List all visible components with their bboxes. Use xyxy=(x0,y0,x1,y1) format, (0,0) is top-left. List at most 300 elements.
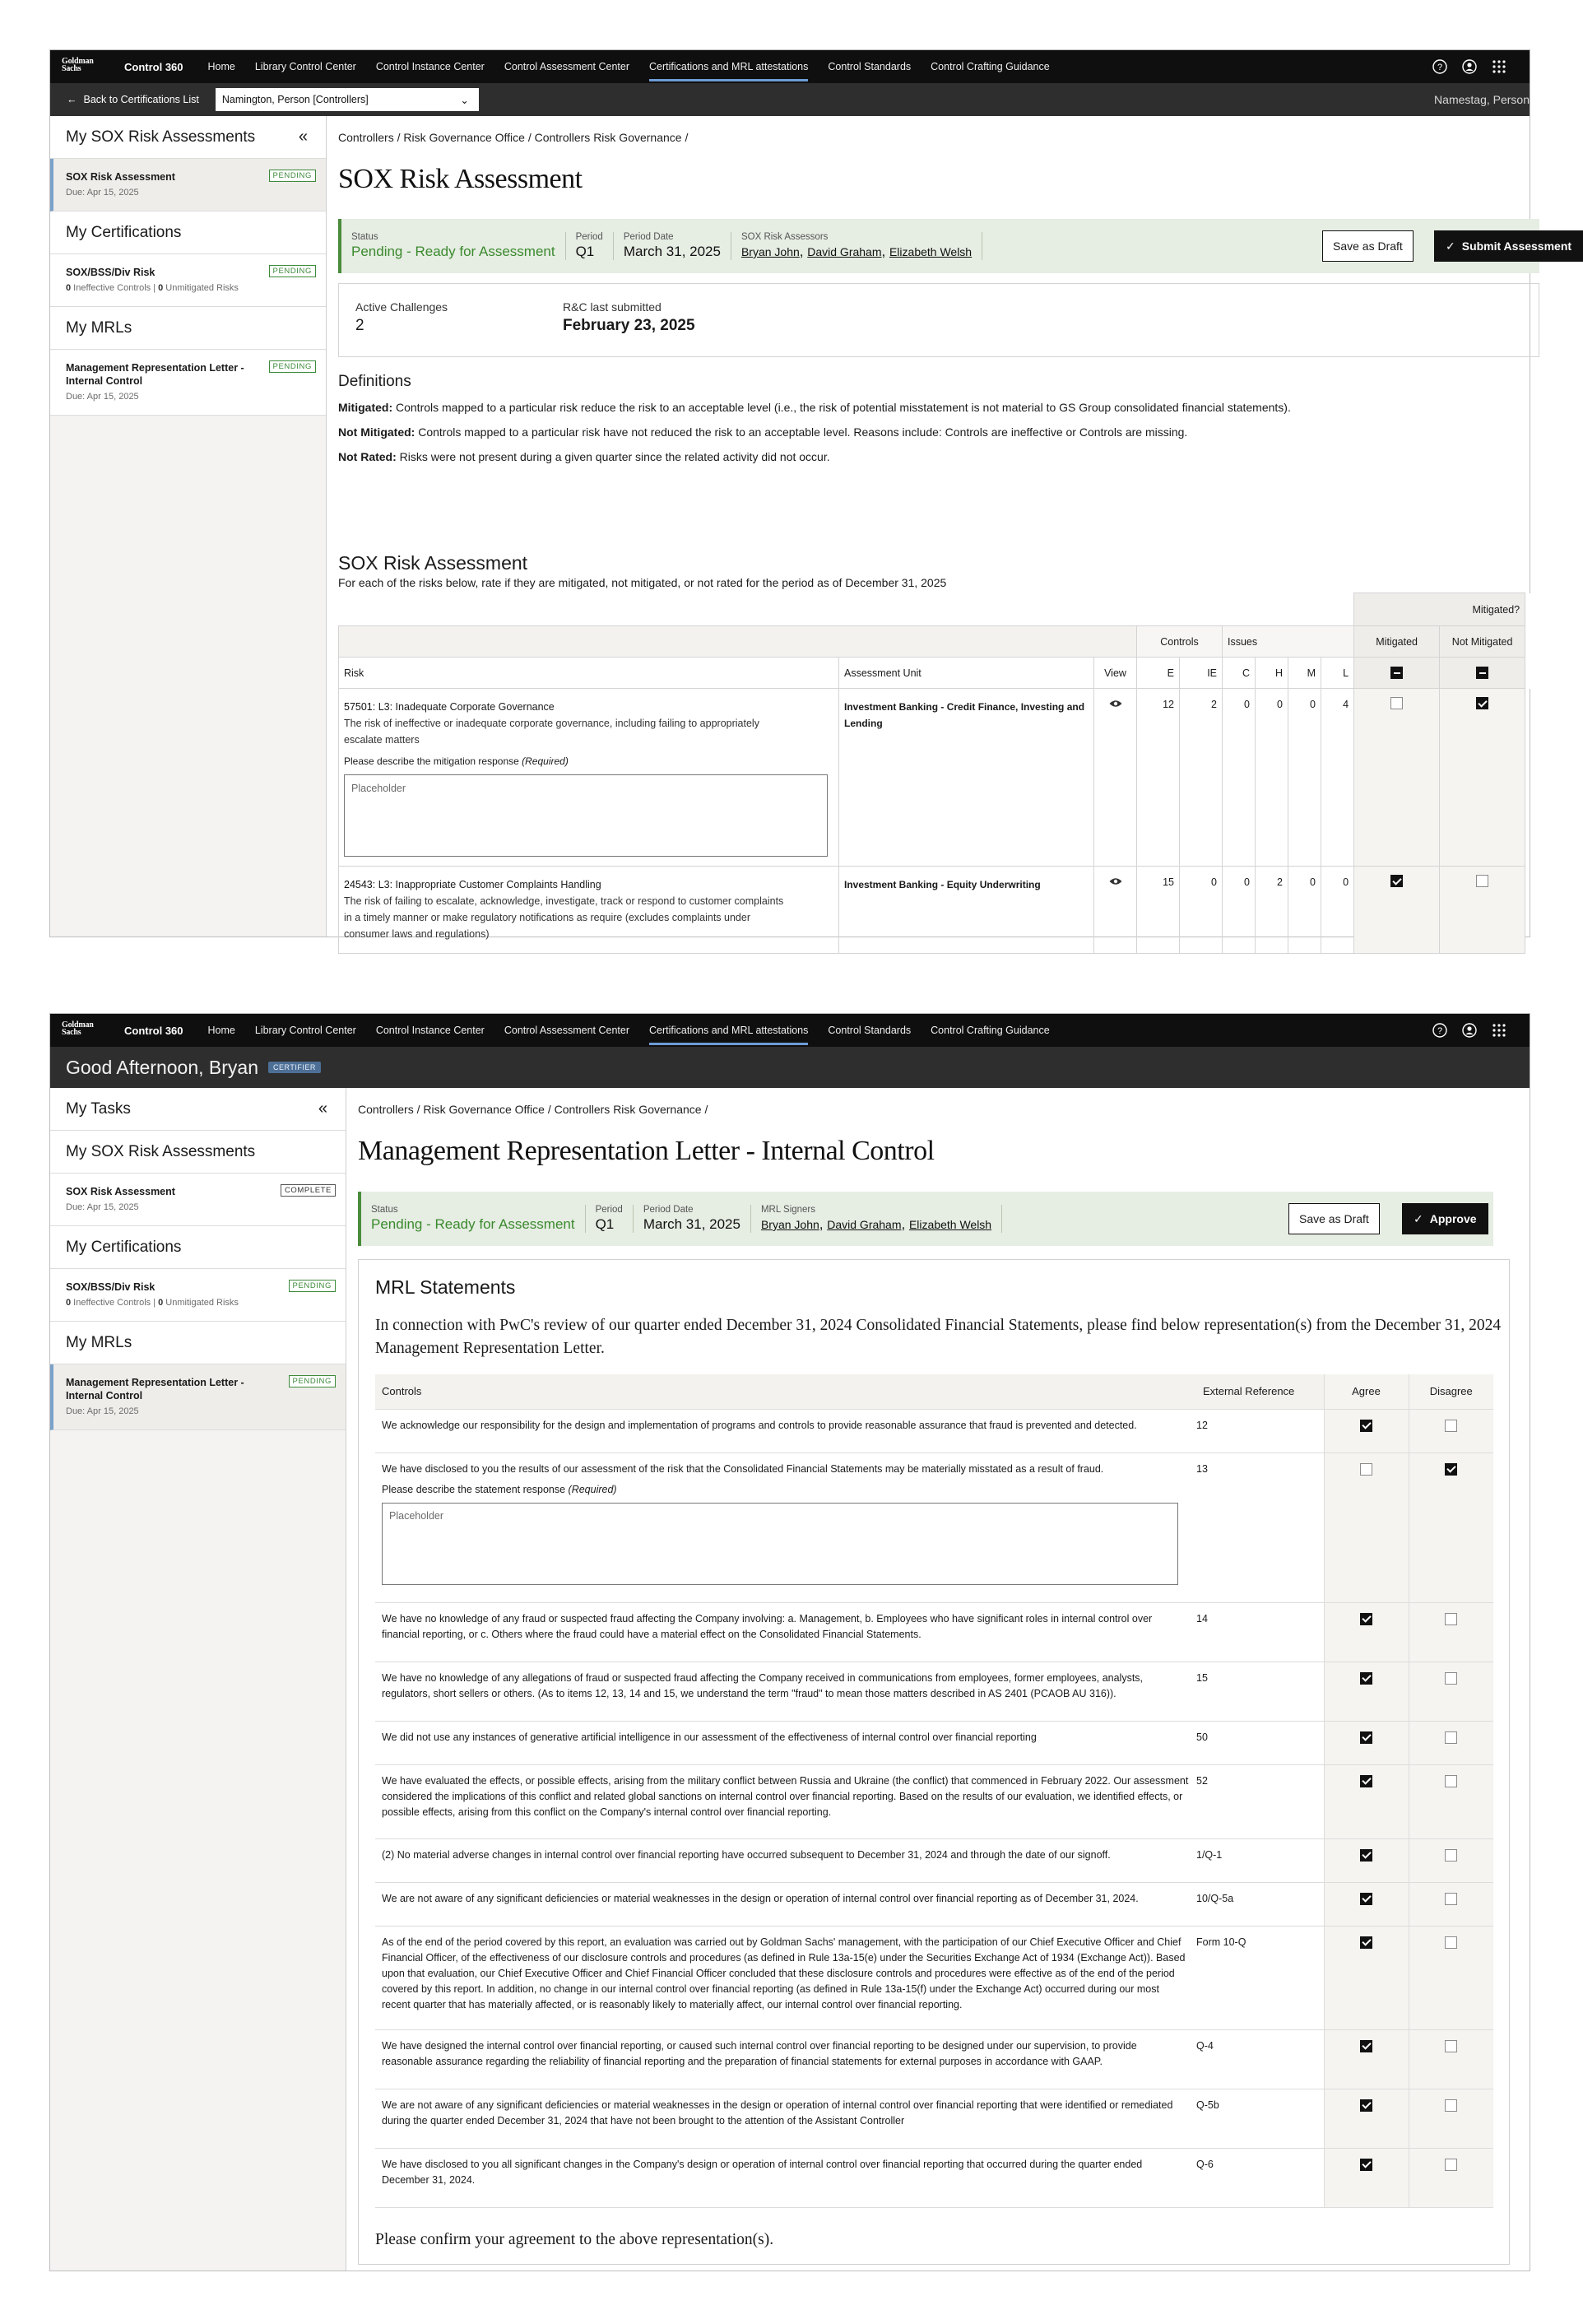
check-icon: ✓ xyxy=(1414,1211,1423,1225)
nav-certifications[interactable]: Certifications and MRL attestations xyxy=(649,1014,808,1047)
external-reference: Q-6 xyxy=(1196,2148,1324,2207)
rc-value: February 23, 2025 xyxy=(563,317,695,334)
status-badge: PENDING xyxy=(289,1375,336,1387)
table-row xyxy=(375,1838,1493,1882)
table-row xyxy=(375,2089,1493,2148)
table-row xyxy=(375,1662,1493,1721)
definition-text: Risks were not present during a given quarter since the related activity did not occur. xyxy=(396,450,830,463)
nav-control-assessment-center[interactable]: Control Assessment Center xyxy=(504,1025,629,1036)
select-all-not-mitigated-checkbox[interactable] xyxy=(1476,667,1488,679)
nav-control-crafting-guidance[interactable]: Control Crafting Guidance xyxy=(931,61,1050,72)
unmitigated-label: Unmitigated Risks xyxy=(163,283,239,293)
period-date-label: Period Date xyxy=(643,1205,694,1215)
col-m: M xyxy=(1288,658,1321,689)
mitigation-prompt xyxy=(344,753,833,769)
status-cell xyxy=(361,1205,586,1233)
definition-not-mitigated xyxy=(338,425,1530,439)
help-icon[interactable] xyxy=(1432,59,1447,74)
active-challenges-value: 2 xyxy=(355,317,364,334)
statement-text: We have no knowledge of any fraud or suspected fraud affecting the Company involving: a. Management, b. Employees who have significant roles in internal control over financial reporting, or c. Others where the fraud could have a material effect on the Consolidated Financial Statements. xyxy=(382,1612,1153,1640)
approve-label: Approve xyxy=(1429,1212,1477,1225)
status-bar xyxy=(338,219,1572,273)
person-select[interactable] xyxy=(216,88,479,111)
agree-checkbox[interactable] xyxy=(1360,1672,1372,1685)
mrl-rows xyxy=(375,1409,1493,2207)
statement-text: As of the end of the period covered by this report, an evaluation was carried out by Goldman Sachs' management, with the participation of our Chief Executive Officer and Chief Financial Officer, of the effectiveness of our disclosure controls and procedures (as defined in Rule 13a-15(e) under the Securities Exchange Act of 1934 (Exchange Act)). Based upon that evaluation, our Chief Executive Officer and Chief Financial Officer concluded that these disclosure controls and procedures were effective as of the end of the period covered by this report. In addition, no change in our internal control over financial reporting (as defined in Rule 13a-15(f) under the Exchange Act) occurred during our most recent quarter that has materially affected, or is reasonably likely to materially affect, our internal control over financial reporting. xyxy=(382,1936,1186,2010)
ineffective-count: 0 xyxy=(66,1298,72,1308)
unmitigated-label: Unmitigated Risks xyxy=(163,1298,239,1308)
agree-checkbox[interactable] xyxy=(1360,2159,1372,2171)
risk-id-link[interactable]: 57501 xyxy=(344,701,373,713)
prompt-text: Please describe the statement response xyxy=(382,1483,566,1495)
disagree-checkbox[interactable] xyxy=(1445,1893,1457,1905)
period-label: Period xyxy=(575,232,603,242)
apps-grid-icon[interactable] xyxy=(1492,1023,1506,1038)
user-icon[interactable] xyxy=(1462,59,1477,74)
statement-cell xyxy=(375,1452,1196,1602)
table-row xyxy=(375,1602,1493,1662)
greeting-bar xyxy=(50,1047,1530,1088)
disagree-checkbox[interactable] xyxy=(1445,1613,1457,1625)
assessment-heading: SOX Risk Assessment xyxy=(338,552,528,574)
mrl-screen xyxy=(49,1013,1530,2271)
statement-text: We are not aware of any significant deficiencies or material weaknesses in the design or operation of internal control over financial reporting as of December 31, 2024. xyxy=(382,1892,1139,1904)
required-label: (Required) xyxy=(522,755,569,767)
signer-link[interactable]: Elizabeth Welsh xyxy=(908,1218,992,1231)
status-badge: PENDING xyxy=(289,1280,336,1292)
product-name[interactable]: Control 360 xyxy=(124,1024,183,1037)
ineffective-count: 0 xyxy=(66,283,72,293)
back-link-label: Back to Certifications List xyxy=(83,94,199,105)
signers-list: Bryan John, David Graham, Elizabeth Welsh xyxy=(760,1216,992,1232)
table-row xyxy=(375,1882,1493,1926)
statement-cell xyxy=(375,2089,1196,2148)
statement-cell xyxy=(375,1926,1196,2029)
definitions xyxy=(338,373,1530,463)
nav-control-standards[interactable]: Control Standards xyxy=(828,61,912,72)
e-count: 15 xyxy=(1137,867,1180,954)
top-nav xyxy=(50,1014,1530,1047)
item-title: Management Representation Letter - Internal Control xyxy=(66,1377,244,1401)
nav-library-control-center[interactable]: Library Control Center xyxy=(254,61,356,72)
statement-cell xyxy=(375,1409,1196,1452)
statement-cell xyxy=(375,1662,1196,1721)
section-my-mrls xyxy=(50,1322,346,1364)
logo-line2: Sachs xyxy=(62,1028,81,1037)
period-cell xyxy=(566,232,614,260)
item-due: Due: Apr 15, 2025 xyxy=(66,188,139,198)
ineffective-label: Ineffective Controls | xyxy=(71,283,159,293)
external-reference: 10/Q-5a xyxy=(1196,1882,1324,1926)
item-due: Due: Apr 15, 2025 xyxy=(66,392,139,402)
risk-title xyxy=(344,876,833,893)
c-count: 0 xyxy=(1223,867,1256,954)
item-title: SOX Risk Assessment xyxy=(66,171,175,183)
statement-text: (2) No material adverse changes in internal control over financial reporting have occurred subsequent to December 31, 2024 and through the date of our signoff. xyxy=(382,1848,1111,1861)
period-date-cell xyxy=(634,1205,751,1233)
col-assessment-unit: Assessment Unit xyxy=(839,658,1094,689)
disagree-checkbox[interactable] xyxy=(1445,2040,1457,2052)
nav-control-crafting-guidance[interactable]: Control Crafting Guidance xyxy=(931,1025,1050,1036)
external-reference: Form 10-Q xyxy=(1196,1926,1324,2029)
term: Not Mitigated: xyxy=(338,425,415,439)
approve-button[interactable] xyxy=(1402,1203,1488,1234)
nav-home[interactable]: Home xyxy=(207,61,235,72)
table-row xyxy=(375,1409,1493,1452)
table-row xyxy=(375,2148,1493,2207)
sidebar-item-sox-risk-assessment[interactable] xyxy=(50,1174,346,1226)
external-reference: 14 xyxy=(1196,1602,1324,1662)
statement-text: We have disclosed to you the results of our assessment of the risk that the Consolidated Financial Statements may be materially misstated as a result of fraud. xyxy=(382,1462,1104,1475)
challenges-card xyxy=(338,283,1539,357)
period-date-value: March 31, 2025 xyxy=(623,244,721,259)
col-view: View xyxy=(1094,658,1137,689)
user-icon[interactable] xyxy=(1462,1023,1477,1038)
table-row xyxy=(375,1926,1493,2029)
logo-line2: Sachs xyxy=(62,64,81,73)
mrl-table xyxy=(375,1374,1493,2208)
item-title: Management Representation Letter - Internal Control xyxy=(66,362,244,387)
save-as-draft-button[interactable] xyxy=(1288,1203,1380,1234)
statement-cell xyxy=(375,2029,1196,2089)
period-date-value: March 31, 2025 xyxy=(643,1216,740,1232)
chevron-down-icon: ⌄ xyxy=(460,94,469,106)
section-my-sox-risk-assessments xyxy=(50,1131,346,1174)
rc-last-submitted xyxy=(563,300,695,335)
status-badge: PENDING xyxy=(269,265,316,277)
statement-cell xyxy=(375,1764,1196,1838)
term: Not Rated: xyxy=(338,450,397,463)
nav-control-assessment-center[interactable]: Control Assessment Center xyxy=(504,61,629,72)
eye-icon[interactable] xyxy=(1109,699,1122,710)
eye-icon[interactable] xyxy=(1109,876,1122,888)
collapse-sidebar-icon[interactable]: « xyxy=(318,1099,327,1118)
external-reference: 52 xyxy=(1196,1764,1324,1838)
nav-certifications[interactable]: Certifications and MRL attestations xyxy=(649,50,808,83)
status-badge: PENDING xyxy=(269,360,316,373)
c-count: 0 xyxy=(1223,689,1256,867)
risk-cell xyxy=(339,689,839,867)
apps-grid-icon[interactable] xyxy=(1492,59,1506,74)
column-header-row xyxy=(375,1374,1493,1409)
col-ie: IE xyxy=(1180,658,1223,689)
nav-control-standards[interactable]: Control Standards xyxy=(828,1025,912,1036)
disagree-checkbox[interactable] xyxy=(1445,1672,1457,1685)
definition-not-rated xyxy=(338,450,1530,463)
sidebar xyxy=(50,1088,346,2271)
statement-text: We acknowledge our responsibility for the design and implementation of programs and controls to provide reasonable assurance that fraud is prevented and detected. xyxy=(382,1419,1137,1431)
section-my-certifications xyxy=(50,1226,346,1269)
assessment-unit: Investment Banking - Credit Finance, Investing and Lending xyxy=(839,689,1094,867)
help-icon[interactable] xyxy=(1432,1023,1447,1038)
section-my-mrls xyxy=(50,307,326,350)
m-count: 0 xyxy=(1288,689,1321,867)
statement-response-prompt xyxy=(382,1482,1190,1498)
sox-assessment-screen xyxy=(49,49,1572,940)
agree-checkbox[interactable] xyxy=(1360,2099,1372,2112)
logo-line1: Goldman xyxy=(62,1020,94,1030)
prompt-text: Please describe the mitigation response xyxy=(344,755,519,767)
check-icon: ✓ xyxy=(1446,239,1455,253)
agree-checkbox[interactable] xyxy=(1360,1936,1372,1949)
external-reference: 15 xyxy=(1196,1662,1324,1721)
submit-label: Submit Assessment xyxy=(1461,239,1572,253)
statement-text: We have disclosed to you all significant changes in the Company's design or operation of internal control over financial reporting that occurred during the quarter ended December 31, 2024. xyxy=(382,2158,1143,2186)
h-count: 0 xyxy=(1256,689,1288,867)
statement-text: We did not use any instances of generative artificial intelligence in our assessment of the effectiveness of internal control over financial reporting xyxy=(382,1731,1037,1743)
risk-cell xyxy=(339,867,839,954)
external-reference: Q-5b xyxy=(1196,2089,1324,2148)
assessors-list: Bryan John, David Graham, Elizabeth Welsh xyxy=(740,244,973,259)
nav-library-control-center[interactable]: Library Control Center xyxy=(254,1025,356,1036)
controls-group-header: Controls xyxy=(1137,626,1223,658)
status-label: Status xyxy=(371,1205,398,1215)
external-reference: Q-4 xyxy=(1196,2029,1324,2089)
period-date-cell xyxy=(614,232,731,260)
disagree-checkbox[interactable] xyxy=(1445,2159,1457,2171)
col-agree: Agree xyxy=(1324,1374,1409,1409)
statement-cell xyxy=(375,1882,1196,1926)
col-not-mitigated: Not Mitigated xyxy=(1440,626,1525,658)
section-title: My SOX Risk Assessments xyxy=(66,128,256,146)
assessors-label: SOX Risk Assessors xyxy=(740,232,829,242)
main-content xyxy=(346,1088,1530,2271)
risk-title xyxy=(344,699,833,715)
disagree-checkbox[interactable] xyxy=(1445,1849,1457,1862)
sidebar-item-sox-bss-div-risk[interactable] xyxy=(50,254,326,307)
disagree-checkbox[interactable] xyxy=(1445,1463,1457,1476)
period-label: Period xyxy=(595,1205,623,1215)
unmitigated-count: 0 xyxy=(158,1298,164,1308)
external-reference: 50 xyxy=(1196,1721,1324,1764)
section-title: My SOX Risk Assessments xyxy=(66,1142,256,1160)
breadcrumb[interactable]: Controllers / Risk Governance Office / Controllers Risk Governance / xyxy=(338,131,689,144)
goldman-sachs-logo[interactable] xyxy=(62,58,109,76)
mitigation-response-textarea[interactable]: Placeholder xyxy=(344,774,828,857)
sidebar-item-mrl[interactable] xyxy=(50,350,326,416)
external-reference: 1/Q-1 xyxy=(1196,1838,1324,1882)
context-bar xyxy=(50,83,1530,116)
l-count: 4 xyxy=(1321,689,1354,867)
status-badge: PENDING xyxy=(269,170,316,182)
period-value: Q1 xyxy=(575,244,595,259)
col-mitigated: Mitigated xyxy=(1354,626,1440,658)
agree-checkbox[interactable] xyxy=(1360,1420,1372,1432)
col-h: H xyxy=(1256,658,1288,689)
statement-cell xyxy=(375,1721,1196,1764)
submit-assessment-button[interactable] xyxy=(1434,230,1583,262)
mitigated-checkbox[interactable] xyxy=(1390,697,1403,709)
mitigated-checkbox[interactable] xyxy=(1390,875,1403,887)
mrl-intro: In connection with PwC's review of our quarter ended December 31, 2024 Consolidated Financial Statements, please find below representation(s) from the December 31, 2024 Management Representation Letter. xyxy=(375,1317,1502,1357)
status-label: Status xyxy=(351,232,378,242)
statement-response-textarea[interactable]: Placeholder xyxy=(382,1503,1178,1585)
external-reference: 12 xyxy=(1196,1409,1324,1452)
mrl-heading: MRL Statements xyxy=(375,1276,516,1298)
sidebar-item-sox-bss-div-risk[interactable] xyxy=(50,1269,346,1322)
statement-cell xyxy=(375,1838,1196,1882)
unmitigated-count: 0 xyxy=(158,283,164,293)
col-disagree: Disagree xyxy=(1409,1374,1493,1409)
signers-cell xyxy=(751,1205,1002,1233)
e-count: 12 xyxy=(1137,689,1180,867)
page-title: SOX Risk Assessment xyxy=(338,164,583,194)
rc-label: R&C last submitted xyxy=(563,300,662,314)
logo-line1: Goldman xyxy=(62,57,94,66)
table-row xyxy=(375,1721,1493,1764)
sidebar-item-sox-risk-assessment[interactable] xyxy=(50,159,326,211)
risk-name: : L3: Inadequate Corporate Governance xyxy=(372,701,555,713)
agree-checkbox[interactable] xyxy=(1360,1893,1372,1905)
statement-cell xyxy=(375,2148,1196,2207)
agree-checkbox[interactable] xyxy=(1360,2040,1372,2052)
col-l: L xyxy=(1321,658,1354,689)
user-name-right: Namestag, Person xyxy=(1434,93,1530,106)
status-badge: COMPLETE xyxy=(281,1184,336,1197)
table-row xyxy=(375,2029,1493,2089)
status-value: Pending - Ready for Assessment xyxy=(371,1216,575,1232)
save-as-draft-button[interactable] xyxy=(1322,230,1414,262)
signer-link[interactable]: David Graham xyxy=(827,1218,902,1231)
page-title: Management Representation Letter - Internal Control xyxy=(358,1136,935,1166)
assessment-subheading: For each of the risks below, rate if they are mitigated, not mitigated, or not rated for the period as of December 31, 2025 xyxy=(338,576,947,589)
definition-text: Controls mapped to a particular risk reduce the risk to an acceptable level (i.e., the risk of potential misstatement is not material to GS Group consolidated financial statements). xyxy=(392,401,1291,414)
col-risk: Risk xyxy=(339,658,839,689)
nav-home[interactable]: Home xyxy=(207,1025,235,1036)
disagree-checkbox[interactable] xyxy=(1445,1775,1457,1787)
assessor-link[interactable]: David Graham xyxy=(807,245,882,258)
section-title: My Tasks xyxy=(66,1099,131,1118)
agree-checkbox[interactable] xyxy=(1360,1775,1372,1787)
statement-text: We have no knowledge of any allegations of fraud or suspected fraud affecting the Company received in communications from employees, former employees, analysts, regulators, short sellers or others. (As to items 12, 13, 14 and 15, we understand the term "fraud" to mean those matters described in AS 2401 (PCAOB AU 316)). xyxy=(382,1671,1144,1699)
agree-checkbox[interactable] xyxy=(1360,1849,1372,1862)
l-count: 0 xyxy=(1321,867,1354,954)
disagree-checkbox[interactable] xyxy=(1445,2099,1457,2112)
save-as-draft-label: Save as Draft xyxy=(1299,1212,1369,1225)
item-counts xyxy=(66,282,255,295)
period-date-label: Period Date xyxy=(623,232,674,242)
assessor-link[interactable]: Bryan John xyxy=(740,245,800,258)
ie-count: 2 xyxy=(1180,689,1223,867)
external-reference: 13 xyxy=(1196,1452,1324,1602)
nav-control-instance-center[interactable]: Control Instance Center xyxy=(375,61,485,72)
col-external-reference: External Reference xyxy=(1196,1374,1324,1409)
ie-count: 0 xyxy=(1180,867,1223,954)
section-my-sox-risk-assessments xyxy=(50,116,326,159)
not-mitigated-checkbox[interactable] xyxy=(1476,697,1488,709)
status-bar xyxy=(358,1192,1493,1246)
section-title: My Certifications xyxy=(66,223,182,241)
item-due: Due: Apr 15, 2025 xyxy=(66,1406,139,1416)
statement-cell xyxy=(375,1602,1196,1662)
period-value: Q1 xyxy=(595,1216,615,1232)
confirm-text: Please confirm your agreement to the above representation(s). xyxy=(375,2231,774,2248)
mrl-statements-card xyxy=(358,1259,1510,2265)
back-to-certifications-link[interactable] xyxy=(67,94,199,105)
table-row xyxy=(375,1452,1493,1602)
section-title: My Certifications xyxy=(66,1238,182,1256)
sidebar-item-mrl[interactable] xyxy=(50,1364,346,1430)
assessor-link[interactable]: Elizabeth Welsh xyxy=(889,245,973,258)
h-count: 2 xyxy=(1256,867,1288,954)
risk-id-link[interactable]: 24543 xyxy=(344,879,373,890)
item-title: SOX/BSS/Div Risk xyxy=(66,1281,156,1293)
statement-text: We have designed the internal control over financial reporting, or caused such internal control over financial reporting to be designed under our supervision, to provide reasonable assurance regarding the reliability of financial reporting and the preparation of financial statements for external purposes in accordance with GAAP. xyxy=(382,2039,1137,2067)
definition-text: Controls mapped to a particular risk have not reduced the risk to an acceptable level. Reasons include: Controls are ineffective or Controls are missing. xyxy=(415,425,1188,439)
risk-description: The risk of failing to escalate, acknowledge, investigate, track or respond to customer complaints in a timely manner or make regulatory notifications as require (excludes complaints under consumer laws and regulations) xyxy=(344,895,784,940)
role-badge: CERTIFIER xyxy=(268,1062,321,1073)
top-nav xyxy=(50,50,1530,83)
svg-text:?: ? xyxy=(1437,63,1443,72)
section-title: My MRLs xyxy=(66,318,132,337)
person-select-value: Namington, Person [Controllers] xyxy=(221,94,369,105)
table-row xyxy=(339,867,1568,954)
nav-control-instance-center[interactable]: Control Instance Center xyxy=(375,1025,485,1036)
main-content xyxy=(327,116,1572,940)
assessors-cell xyxy=(731,232,982,260)
status-cell xyxy=(341,232,566,260)
period-cell xyxy=(586,1205,634,1233)
table-row xyxy=(375,1764,1493,1838)
risk-description: The risk of ineffective or inadequate corporate governance, including failing to appropriately escalate matters xyxy=(344,718,759,746)
item-due: Due: Apr 15, 2025 xyxy=(66,1202,139,1212)
signer-link[interactable]: Bryan John xyxy=(760,1218,819,1231)
save-as-draft-label: Save as Draft xyxy=(1333,239,1403,253)
disagree-checkbox[interactable] xyxy=(1445,1420,1457,1432)
section-my-tasks xyxy=(50,1088,346,1131)
section-title: My MRLs xyxy=(66,1333,132,1351)
sidebar xyxy=(50,116,327,937)
definitions-heading: Definitions xyxy=(338,373,411,390)
not-mitigated-checkbox[interactable] xyxy=(1476,875,1488,887)
statement-text: We have evaluated the effects, or possible effects, arising from the military conflict between Russia and Ukraine (the conflict) that commenced in February 2022. Our assessment considered the implications of this conflict and related global sanctions on internal control over financial reporting. Based on the results of our evaluation, we identified effects, or possible effects, arising from this conflict on the Company's internal control over financial reporting. xyxy=(382,1774,1189,1818)
disagree-checkbox[interactable] xyxy=(1445,1731,1457,1744)
select-all-mitigated-checkbox[interactable] xyxy=(1390,667,1403,679)
signers-label: MRL Signers xyxy=(760,1205,816,1215)
statement-text: We are not aware of any significant deficiencies or material weaknesses in the design or operation of internal control over financial reporting that were identified or remediated during the quarter ended December 31, 2024 that have not been brought to the attention of the Assistant Controller xyxy=(382,2099,1173,2126)
ineffective-label: Ineffective Controls | xyxy=(71,1298,159,1308)
item-title: SOX Risk Assessment xyxy=(66,1186,175,1197)
col-e: E xyxy=(1137,658,1180,689)
collapse-sidebar-icon[interactable]: « xyxy=(298,128,308,146)
goldman-sachs-logo[interactable] xyxy=(62,1021,109,1039)
group-header-row-1 xyxy=(339,593,1568,626)
col-c: C xyxy=(1223,658,1256,689)
required-label: (Required) xyxy=(568,1483,617,1495)
column-header-row xyxy=(339,658,1568,689)
issues-group-header: Issues xyxy=(1223,626,1354,658)
m-count: 0 xyxy=(1288,867,1321,954)
risk-name: : L3: Inappropriate Customer Complaints Handling xyxy=(372,879,601,890)
term: Mitigated: xyxy=(338,401,393,414)
breadcrumb[interactable]: Controllers / Risk Governance Office / Controllers Risk Governance / xyxy=(358,1103,708,1116)
agree-checkbox[interactable] xyxy=(1360,1463,1372,1476)
item-title: SOX/BSS/Div Risk xyxy=(66,267,156,278)
col-controls: Controls xyxy=(375,1374,1196,1409)
active-challenges xyxy=(355,300,448,335)
active-challenges-label: Active Challenges xyxy=(355,300,448,314)
agree-checkbox[interactable] xyxy=(1360,1731,1372,1744)
group-header-row-2 xyxy=(339,626,1568,658)
item-counts xyxy=(66,1297,329,1309)
mitigated-group-header: Mitigated? xyxy=(1354,593,1525,626)
table-row xyxy=(339,689,1568,867)
agree-checkbox[interactable] xyxy=(1360,1613,1372,1625)
section-my-certifications xyxy=(50,211,326,254)
product-name[interactable]: Control 360 xyxy=(124,60,183,73)
disagree-checkbox[interactable] xyxy=(1445,1936,1457,1949)
status-value: Pending - Ready for Assessment xyxy=(351,244,555,259)
